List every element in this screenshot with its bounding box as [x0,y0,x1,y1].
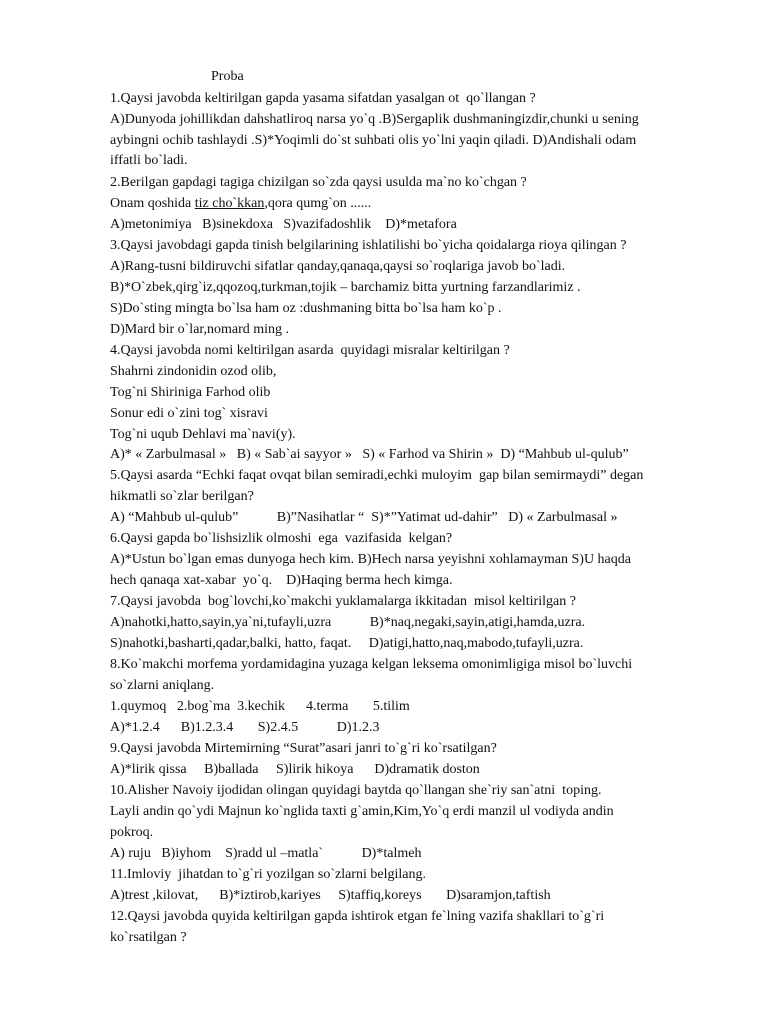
text-line: Tog`ni Shiriniga Farhod olib [110,385,271,400]
text-line: A) ruju B)iyhom S)radd ul –matla` D)*talmeh [110,846,422,861]
text-line: B)*O`zbek,qirg`iz,qqozoq,turkman,tojik – barchamiz bitta yurtning farzandlarimiz . [110,280,581,295]
text-line: Sonur edi o`zini tog` xisravi [110,406,268,421]
text-line: 5.Qaysi asarda “Echki faqat ovqat bilan semiradi,echki muloyim gap bilan semirmaydi” degan [110,468,644,483]
text-line: ko`rsatilgan ? [110,930,187,945]
text-line: A)*Ustun bo`lgan emas dunyoga hech kim. B)Hech narsa yeyishni xohlamayman S)U haqda [110,552,631,567]
text-line: S)Do`sting mingta bo`lsa ham oz :dushmaning bitta bo`lsa ham ko`p . [110,301,502,316]
text-line: aybingni ochib tashlaydi .S)*Yoqimli do`st suhbati olis yo`lni yaqin qiladi. D)Andishali odam [110,133,637,148]
text-line: 6.Qaysi gapda bo`lishsizlik olmoshi ega vazifasida kelgan? [110,531,453,546]
text-line: A)*1.2.4 B)1.2.3.4 S)2.4.5 D)1.2.3 [110,720,380,735]
text-line: S)nahotki,basharti,qadar,balki, hatto, faqat. D)atigi,hatto,naq,mabodo,tufayli,uzra. [110,636,584,651]
text-line: 2.Berilgan gapdagi tagiga chizilgan so`zda qaysi usulda ma`no ko`chgan ? [110,175,527,190]
text-line: 9.Qaysi javobda Mirtemirning “Surat”asari janri to`g`ri ko`rsatilgan? [110,741,497,756]
text-line: 12.Qaysi javobda quyida keltirilgan gapda ishtirok etgan fe`lning vazifa shakllari to`g`ri [110,909,605,924]
text-line: so`zlarni aniqlang. [110,678,215,693]
text-line: 10.Alisher Navoiy ijodidan olingan quyidagi baytda qo`llangan she`riy san`atni toping. [110,783,602,798]
text-line: pokroq. [110,825,154,840]
text-line: 1.Qaysi javobda keltirilgan gapda yasama sifatdan yasalgan ot qo`llangan ? [110,91,536,106]
text-line: D)Mard bir o`lar,nomard ming . [110,322,290,337]
text-line: hech qanaqa xat-xabar yo`q. D)Haqing berma hech kimga. [110,573,453,588]
text-line: 7.Qaysi javobda bog`lovchi,ko`makchi yuklamalarga ikkitadan misol keltirilgan ? [110,594,576,609]
text-line: 8.Ko`makchi morfema yordamidagina yuzaga kelgan leksema omonimligiga misol bo`luvchi [110,657,633,672]
text-line: Tog`ni uqub Dehlavi ma`navi(y). [110,427,296,442]
text-line: Layli andin qo`ydi Majnun ko`nglida taxti g`amin,Kim,Yo`q erdi manzil ul vodiyda andin [110,804,614,819]
q2-sentence [110,196,371,212]
text-line: 3.Qaysi javobdagi gapda tinish belgilarining ishlatilishi bo`yicha qoidalarga rioya qilingan ? [110,238,627,253]
q2-sentence-before: Onam qoshida [110,196,195,211]
text-line: iffatli bo`ladi. [110,153,188,168]
text-line: Shahrni zindonidin ozod olib, [110,364,277,379]
text-line: 1.quymoq 2.bog`ma 3.kechik 4.terma 5.tilim [110,699,410,714]
text-line: A)trest ,kilovat, B)*iztirob,kariyes S)taffiq,koreys D)saramjon,taftish [110,888,551,903]
text-line: A)metonimiya B)sinekdoxa S)vazifadoshlik D)*metafora [110,217,457,232]
q2-sentence-after: ,qora qumg`on ...... [264,196,372,211]
text-line: hikmatli so`zlar berilgan? [110,489,254,504]
text-line: A)Dunyoda johillikdan dahshatliroq narsa yo`q .B)Sergaplik dushmaningizdir,chunki u sening [110,112,639,127]
text-line: 4.Qaysi javobda nomi keltirilgan asarda quyidagi misralar keltirilgan ? [110,343,510,358]
text-line: A)*lirik qissa B)ballada S)lirik hikoya D)dramatik doston [110,762,480,777]
text-line: 11.Imloviy jihatdan to`g`ri yozilgan so`zlarni belgilang. [110,867,426,882]
text-line: A)* « Zarbulmasal » B) « Sab`ai sayyor » S) « Farhod va Shirin » D) “Mahbub ul-qulub” [110,447,629,462]
text-line: A)nahotki,hatto,sayin,ya`ni,tufayli,uzra B)*naq,negaki,sayin,atigi,hamda,uzra. [110,615,586,630]
underlined-phrase: tiz cho`kkan [194,196,265,211]
text-line: A)Rang-tusni bildiruvchi sifatlar qanday,qanaqa,qaysi so`roqlariga javob bo`ladi. [110,259,566,274]
text-line: A) “Mahbub ul-qulub” B)”Nasihatlar “ S)*”Yatimat ud-dahir” D) « Zarbulmasal » [110,510,618,525]
page-title: Proba [211,69,244,84]
